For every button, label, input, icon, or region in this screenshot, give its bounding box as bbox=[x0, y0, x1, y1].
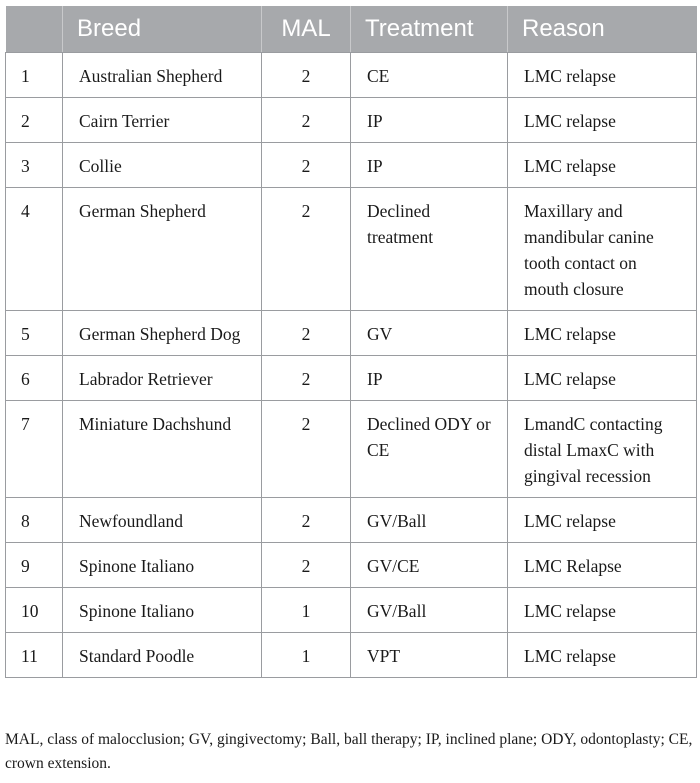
cell-mal: 2 bbox=[262, 53, 351, 98]
cell-breed: Australian Shepherd bbox=[63, 53, 262, 98]
cell-breed: Labrador Retriever bbox=[63, 356, 262, 401]
cell-breed: Miniature Dachshund bbox=[63, 401, 262, 498]
cell-mal: 1 bbox=[262, 588, 351, 633]
cell-breed: Spinone Italiano bbox=[63, 588, 262, 633]
cell-mal: 2 bbox=[262, 98, 351, 143]
table-row bbox=[6, 143, 697, 188]
cell-reason: LMC relapse bbox=[508, 98, 697, 143]
header-treatment: Treatment bbox=[351, 6, 508, 53]
table-header bbox=[6, 6, 697, 53]
cell-number: 10 bbox=[6, 588, 63, 633]
cell-reason: LMC relapse bbox=[508, 588, 697, 633]
table-body bbox=[6, 53, 697, 678]
cell-treatment: GV/Ball bbox=[351, 588, 508, 633]
cell-reason: LMC relapse bbox=[508, 633, 697, 678]
cell-treatment: IP bbox=[351, 143, 508, 188]
header-mal: MAL bbox=[262, 6, 351, 53]
cell-mal: 2 bbox=[262, 188, 351, 311]
cell-treatment: GV bbox=[351, 311, 508, 356]
cell-reason: LMC relapse bbox=[508, 53, 697, 98]
cell-breed: Newfoundland bbox=[63, 498, 262, 543]
header-reason: Reason bbox=[508, 6, 697, 53]
cell-breed: Standard Poodle bbox=[63, 633, 262, 678]
cell-mal: 2 bbox=[262, 498, 351, 543]
header-breed: Breed bbox=[63, 6, 262, 53]
cell-breed: Collie bbox=[63, 143, 262, 188]
treatment-table bbox=[5, 6, 697, 678]
cell-reason: LMC relapse bbox=[508, 143, 697, 188]
cell-treatment: IP bbox=[351, 356, 508, 401]
header-row bbox=[6, 6, 697, 53]
cell-number: 9 bbox=[6, 543, 63, 588]
cell-reason: Maxillary and mandibular canine tooth contact on mouth closure bbox=[508, 188, 697, 311]
cell-number: 5 bbox=[6, 311, 63, 356]
cell-breed: Spinone Italiano bbox=[63, 543, 262, 588]
cell-breed: German Shepherd Dog bbox=[63, 311, 262, 356]
cell-reason: LMC relapse bbox=[508, 311, 697, 356]
table-row bbox=[6, 498, 697, 543]
table-row bbox=[6, 53, 697, 98]
cell-number: 11 bbox=[6, 633, 63, 678]
cell-mal: 2 bbox=[262, 311, 351, 356]
cell-reason: LMC relapse bbox=[508, 498, 697, 543]
cell-number: 2 bbox=[6, 98, 63, 143]
cell-mal: 2 bbox=[262, 356, 351, 401]
table-row bbox=[6, 633, 697, 678]
header-number bbox=[6, 6, 63, 53]
cell-breed: Cairn Terrier bbox=[63, 98, 262, 143]
cell-number: 7 bbox=[6, 401, 63, 498]
table-row bbox=[6, 543, 697, 588]
cell-treatment: CE bbox=[351, 53, 508, 98]
cell-mal: 2 bbox=[262, 143, 351, 188]
table-row bbox=[6, 188, 697, 311]
cell-treatment: VPT bbox=[351, 633, 508, 678]
cell-mal: 2 bbox=[262, 543, 351, 588]
table-row bbox=[6, 98, 697, 143]
cell-treatment: GV/CE bbox=[351, 543, 508, 588]
cell-reason: LMC relapse bbox=[508, 356, 697, 401]
table-row bbox=[6, 311, 697, 356]
cell-reason: LMC Relapse bbox=[508, 543, 697, 588]
cell-treatment: IP bbox=[351, 98, 508, 143]
cell-treatment: Declined treatment bbox=[351, 188, 508, 311]
cell-number: 8 bbox=[6, 498, 63, 543]
cell-mal: 2 bbox=[262, 401, 351, 498]
table-row bbox=[6, 588, 697, 633]
cell-treatment: GV/Ball bbox=[351, 498, 508, 543]
cell-number: 6 bbox=[6, 356, 63, 401]
cell-number: 3 bbox=[6, 143, 63, 188]
table-row bbox=[6, 401, 697, 498]
cell-treatment: Declined ODY or CE bbox=[351, 401, 508, 498]
cell-breed: German Shepherd bbox=[63, 188, 262, 311]
cell-mal: 1 bbox=[262, 633, 351, 678]
cell-number: 1 bbox=[6, 53, 63, 98]
table-footnote: MAL, class of malocclusion; GV, gingivectomy; Ball, ball therapy; IP, inclined plane; ODY, odontoplasty; CE, crown extension. bbox=[5, 731, 693, 772]
cell-reason: LmandC contacting distal LmaxC with gingival recession bbox=[508, 401, 697, 498]
cell-number: 4 bbox=[6, 188, 63, 311]
table-row bbox=[6, 356, 697, 401]
